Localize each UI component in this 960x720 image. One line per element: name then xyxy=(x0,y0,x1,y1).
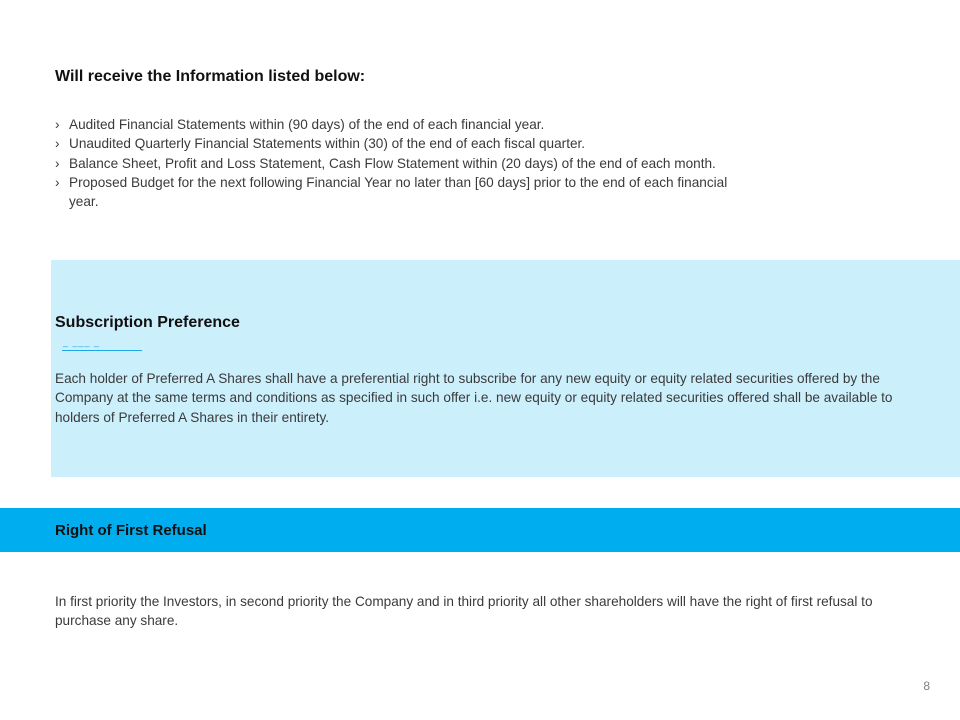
info-bullet-list xyxy=(55,115,745,211)
chevron-right-icon: › xyxy=(55,155,60,171)
list-item xyxy=(55,173,745,212)
subscription-body: Each holder of Preferred A Shares shall have a preferential right to subscribe for any new equity or equity related securities offered by the Company at the same terms and conditions as specified in such offer i.e. new equity or equity related securities offered shall be available to holders of Preferred A Shares in their entirety. xyxy=(55,371,893,425)
list-item xyxy=(55,154,745,173)
rofr-title: Right of First Refusal xyxy=(55,522,207,539)
page-number: 8 xyxy=(923,679,930,693)
info-heading: Will receive the Information listed below: xyxy=(55,68,366,85)
list-item xyxy=(55,134,745,153)
bullet-text: Proposed Budget for the next following Financial Year no later than [60 days] prior to the end of each financial year. xyxy=(69,174,728,210)
bullet-text: Balance Sheet, Profit and Loss Statement, Cash Flow Statement within (20 days) of the end of each month. xyxy=(69,155,716,171)
chevron-right-icon: › xyxy=(55,117,60,132)
bullet-text: Unaudited Quarterly Financial Statements within (30) of the end of each fiscal quarter. xyxy=(69,136,586,152)
link-fragment[interactable]: _ ___ _ xyxy=(63,337,101,347)
subscription-title: Subscription Preference xyxy=(55,314,240,331)
list-item xyxy=(55,115,745,134)
bullet-text: Audited Financial Statements within (90 days) of the end of each financial year. xyxy=(69,117,545,132)
link-underline[interactable] xyxy=(62,350,142,351)
chevron-right-icon: › xyxy=(55,174,60,190)
rofr-body: In first priority the Investors, in second priority the Company and in third priority all other shareholders will have the right of first refusal to purchase any share. xyxy=(55,594,873,629)
chevron-right-icon: › xyxy=(55,136,60,152)
